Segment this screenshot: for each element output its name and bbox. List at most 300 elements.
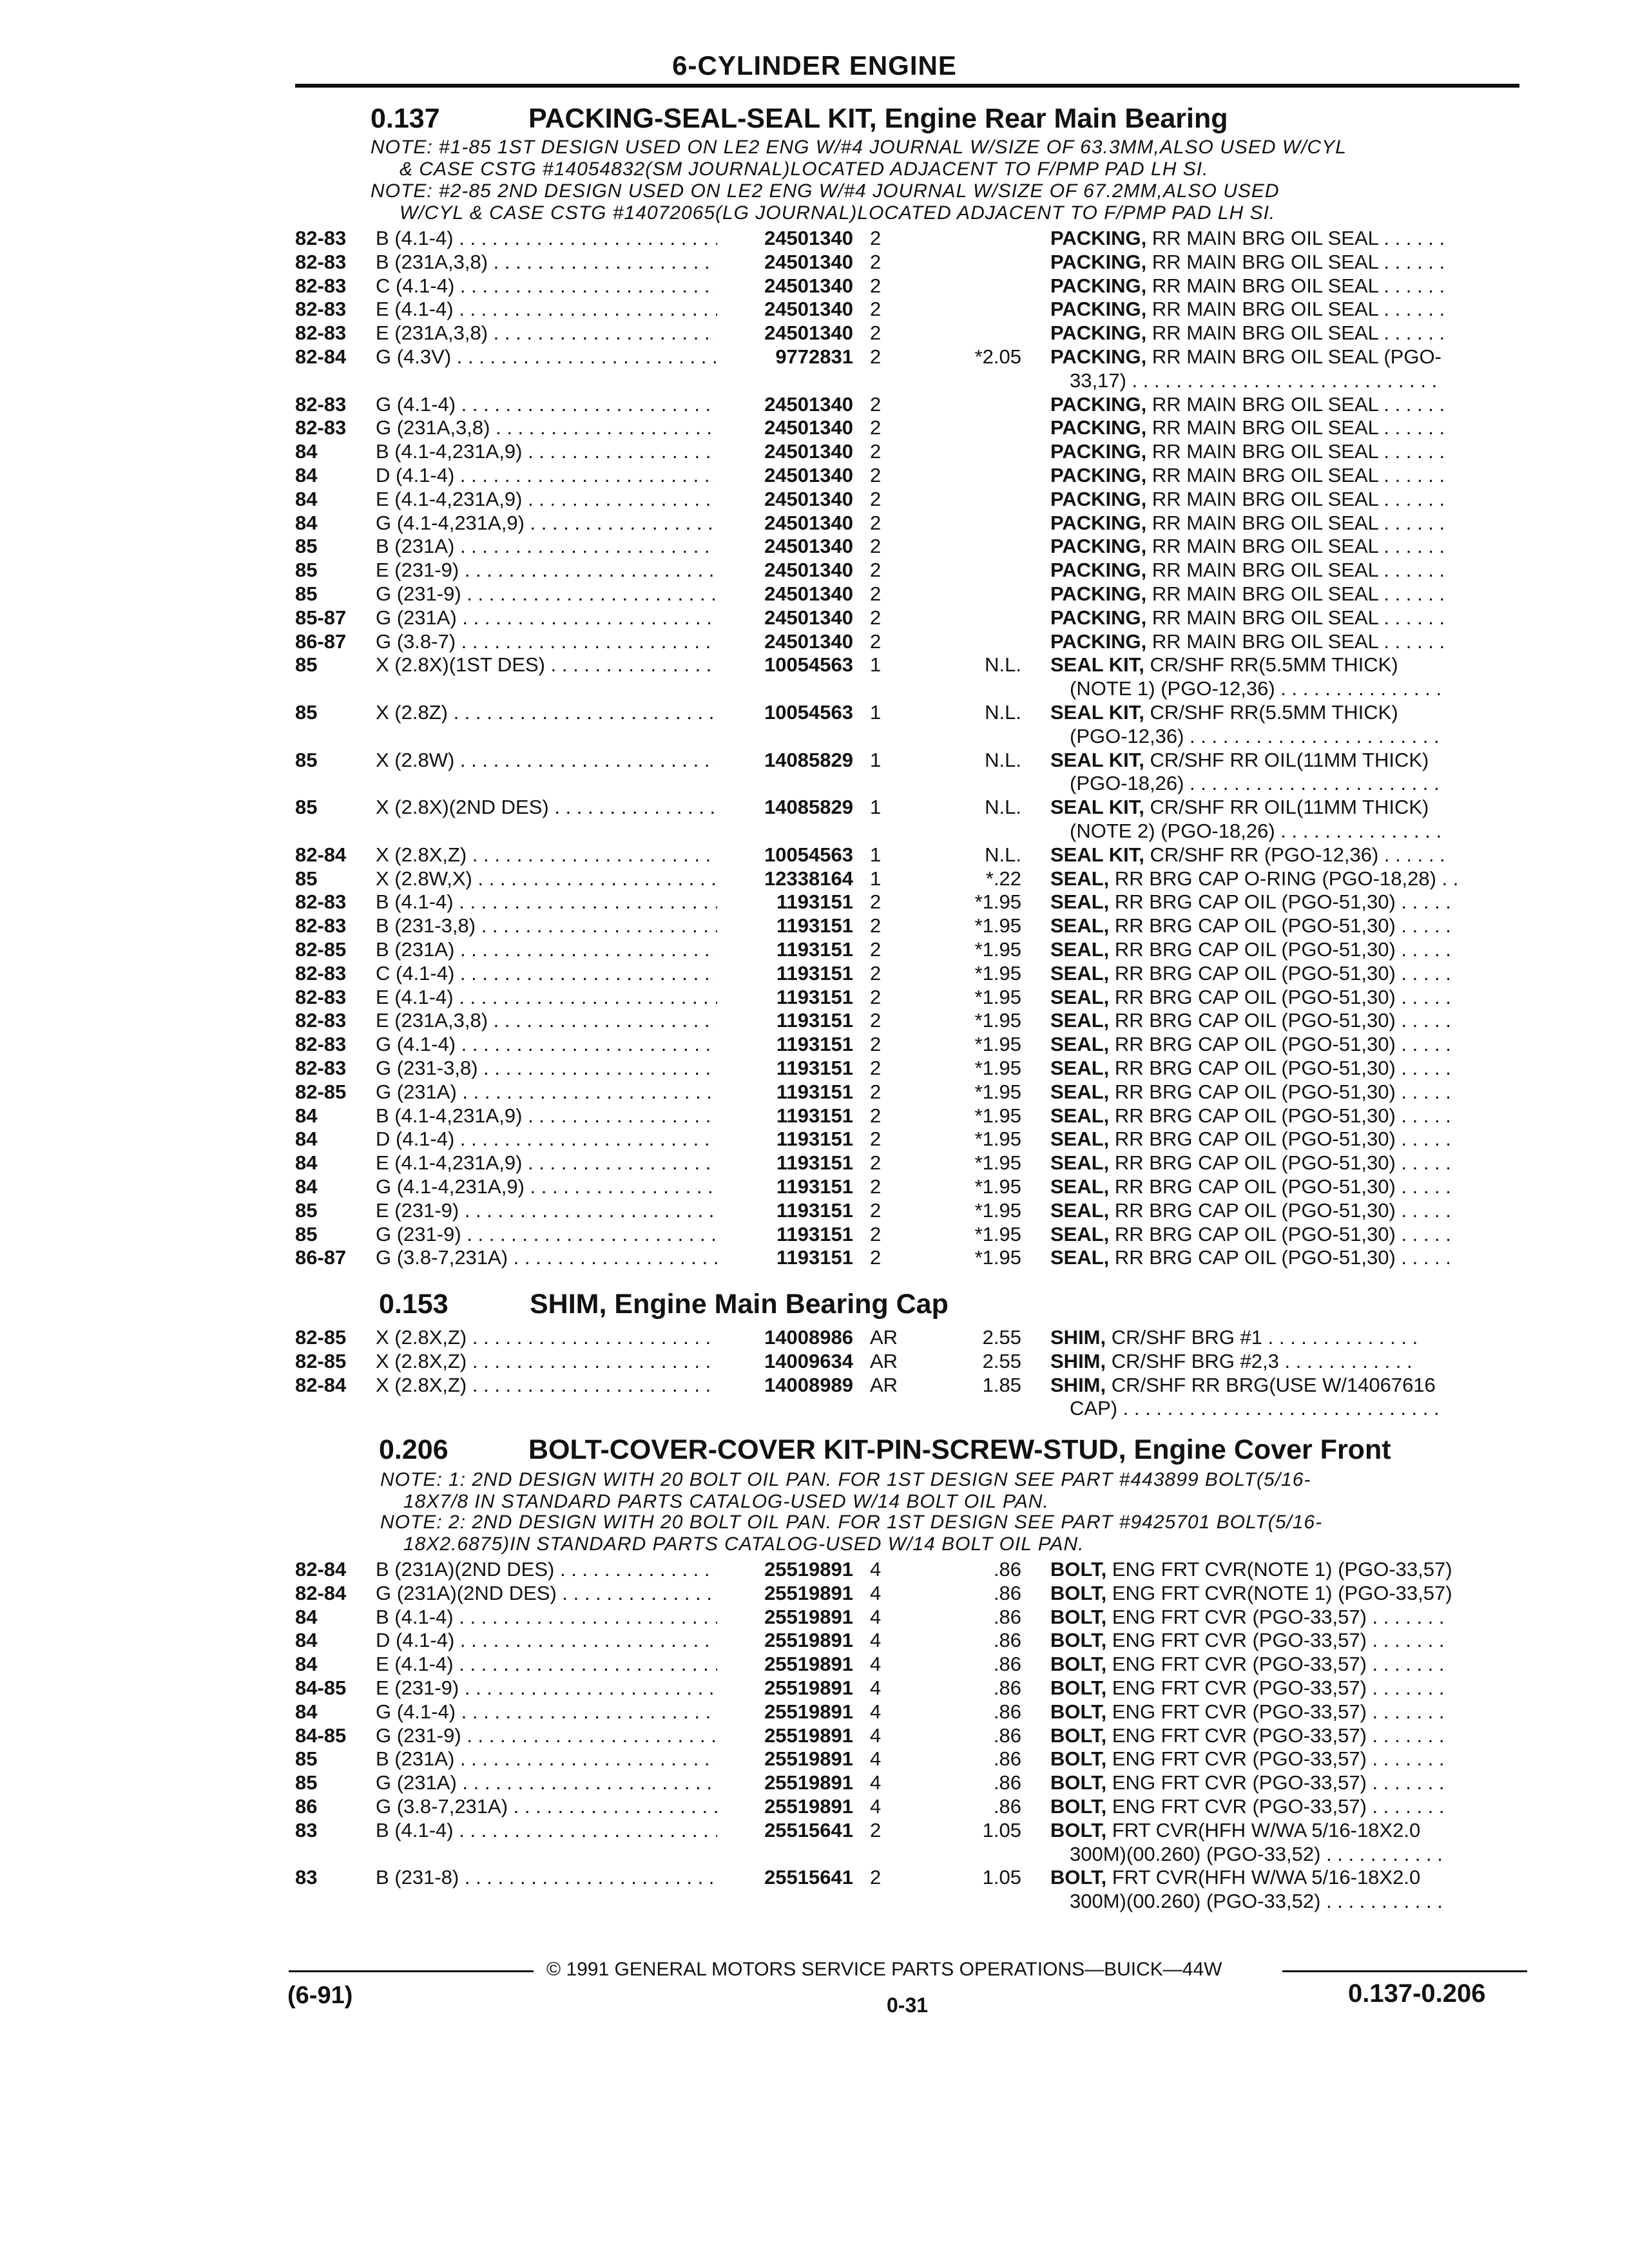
quantity: AR xyxy=(870,1373,898,1396)
part-number: 24501340 xyxy=(764,227,853,249)
part-desc-text: RR MAIN BRG OIL SEAL . . . . . . xyxy=(1152,487,1445,510)
part-desc-text: ENG FRT CVR (PGO-33,57) . . . . . . . xyxy=(1112,1605,1445,1628)
quantity: 2 xyxy=(870,392,882,416)
model-code: B (4.1-4) . . . xyxy=(376,890,717,914)
price: N.L. xyxy=(985,748,1021,771)
price: *1.95 xyxy=(974,914,1021,937)
part-description-continued: CAP) . . . . . . . . . . . . . . . . . . . . . . . . . . . . . xyxy=(1070,1397,1440,1420)
model-year: 84 xyxy=(295,487,318,510)
part-desc-text: RR BRG CAP OIL (PGO-51,30) . . . . . xyxy=(1114,1057,1451,1079)
model-year: 82-84 xyxy=(295,1581,347,1604)
model-year: 86-87 xyxy=(295,629,347,653)
part-name: BOLT, xyxy=(1050,1677,1107,1699)
part-desc-text: ENG FRT CVR (PGO-33,57) . . . . . . . xyxy=(1112,1677,1445,1699)
part-description xyxy=(1050,749,1514,772)
part-desc-text: RR MAIN BRG OIL SEAL . . . . . . xyxy=(1152,606,1445,629)
model-code: E (4.1-4,231A,9) . . . xyxy=(376,1151,717,1175)
model-year: 82-83 xyxy=(295,250,347,273)
quantity: 1 xyxy=(870,701,882,724)
part-description xyxy=(1050,1246,1514,1269)
quantity: 2 xyxy=(870,250,882,273)
model-code: B (231-3,8) . . . xyxy=(376,914,717,937)
part-number: 25519891 xyxy=(764,1558,853,1581)
part-number: 1193151 xyxy=(776,938,853,961)
part-name: SEAL, xyxy=(1050,961,1110,985)
model-year: 85 xyxy=(295,1222,318,1245)
part-desc-text: RR BRG CAP OIL (PGO-51,30) . . . . . xyxy=(1114,914,1451,937)
section-note: 18X2.6875)IN STANDARD PARTS CATALOG-USED W/14 BOLT OIL PAN. xyxy=(403,1533,1084,1555)
part-name: SHIM, xyxy=(1050,1326,1106,1349)
part-desc-text: ENG FRT CVR (PGO-33,57) . . . . . . . xyxy=(1112,1700,1445,1723)
part-name: PACKING, xyxy=(1050,464,1147,486)
quantity: AR xyxy=(870,1349,898,1372)
part-desc-text: RR MAIN BRG OIL SEAL (PGO- xyxy=(1152,345,1441,368)
model-year: 84-85 xyxy=(295,1677,347,1699)
part-number: 25519891 xyxy=(764,1629,853,1652)
quantity: 2 xyxy=(870,1866,882,1889)
part-number: 14008986 xyxy=(764,1326,853,1349)
part-number: 1193151 xyxy=(776,890,853,914)
model-year: 86 xyxy=(295,1795,318,1818)
price: *.22 xyxy=(985,867,1021,890)
part-desc-text: CR/SHF BRG #2,3 . . . . . . . . . . . . xyxy=(1111,1349,1412,1372)
part-description xyxy=(1050,938,1514,961)
part-name: SEAL, xyxy=(1050,1246,1110,1269)
quantity: 2 xyxy=(870,606,882,629)
part-name: BOLT, xyxy=(1050,1866,1107,1889)
part-number: 25515641 xyxy=(764,1818,853,1841)
model-year: 82-85 xyxy=(295,1349,347,1372)
quantity: 2 xyxy=(870,1080,882,1103)
part-description-continued: (NOTE 2) (PGO-18,26) . . . . . . . . . . . . . . . xyxy=(1070,820,1442,842)
model-year: 82-83 xyxy=(295,227,347,249)
part-description xyxy=(1050,1009,1514,1032)
part-name: BOLT, xyxy=(1050,1795,1107,1818)
quantity: 4 xyxy=(870,1747,882,1771)
part-name: SEAL, xyxy=(1050,1198,1110,1222)
part-name: BOLT, xyxy=(1050,1818,1107,1841)
price: *1.95 xyxy=(974,1175,1021,1198)
part-desc-text: RR MAIN BRG OIL SEAL . . . . . . xyxy=(1152,535,1445,558)
model-code: G (4.1-4) . . . xyxy=(376,393,717,416)
part-name: PACKING, xyxy=(1050,559,1147,582)
part-description xyxy=(1050,1866,1514,1889)
part-description xyxy=(1050,1199,1514,1222)
model-code: G (3.8-7) . . . xyxy=(376,630,717,653)
part-description xyxy=(1050,1223,1514,1246)
part-description xyxy=(1050,1175,1514,1198)
part-description xyxy=(1050,962,1514,985)
quantity: 2 xyxy=(870,274,882,297)
quantity: 2 xyxy=(870,1222,882,1245)
quantity: 4 xyxy=(870,1581,882,1604)
part-desc-text: RR BRG CAP OIL (PGO-51,30) . . . . . xyxy=(1114,1151,1451,1175)
model-year: 84 xyxy=(295,440,318,463)
footer-date: (6-91) xyxy=(287,1982,353,2009)
part-name: PACKING, xyxy=(1050,487,1147,510)
part-name: PACKING, xyxy=(1050,227,1147,249)
part-description xyxy=(1050,890,1514,914)
quantity: 1 xyxy=(870,867,882,890)
model-year: 84-85 xyxy=(295,1724,347,1747)
quantity: 4 xyxy=(870,1700,882,1723)
model-year: 82-83 xyxy=(295,298,347,321)
part-desc-text: CR/SHF RR(5.5MM THICK) xyxy=(1150,653,1398,677)
part-number: 10054563 xyxy=(764,843,853,866)
model-code: E (231A,3,8) . . . xyxy=(376,1009,717,1032)
part-desc-text: FRT CVR(HFH W/WA 5/16-18X2.0 xyxy=(1112,1818,1421,1841)
price: *1.95 xyxy=(974,1057,1021,1079)
part-number: 14008989 xyxy=(764,1373,853,1396)
model-year: 85 xyxy=(295,1198,318,1222)
section-title-rest: Engine Cover Front xyxy=(1126,1434,1391,1465)
price: .86 xyxy=(993,1629,1021,1652)
model-code: G (4.1-4) . . . xyxy=(376,1033,717,1056)
quantity: 2 xyxy=(870,322,882,345)
model-code: G (231-9) . . . xyxy=(376,1724,717,1747)
quantity: 4 xyxy=(870,1724,882,1747)
model-code: B (231-8) . . . xyxy=(376,1866,717,1889)
part-number: 1193151 xyxy=(776,1222,853,1245)
section-title-rest: Engine Main Bearing Cap xyxy=(606,1289,949,1320)
quantity: 4 xyxy=(870,1677,882,1699)
part-number: 1193151 xyxy=(776,1151,853,1175)
footer-copyright: © 1991 GENERAL MOTORS SERVICE PARTS OPERATIONS—BUICK—44W xyxy=(546,1959,1222,1980)
part-name: SEAL, xyxy=(1050,867,1110,890)
part-desc-text: RR BRG CAP OIL (PGO-51,30) . . . . . xyxy=(1114,1033,1451,1056)
price: .86 xyxy=(993,1605,1021,1628)
footer-section-range: 0.137-0.206 xyxy=(1348,1979,1486,2008)
part-desc-text: RR BRG CAP OIL (PGO-51,30) . . . . . xyxy=(1114,1104,1451,1127)
model-year: 85 xyxy=(295,535,318,558)
section-note: NOTE: #1-85 1ST DESIGN USED ON LE2 ENG W/#4 JOURNAL W/SIZE OF 63.3MM,ALSO USED W/CYL xyxy=(371,137,1347,158)
part-number: 1193151 xyxy=(776,985,853,1008)
part-description xyxy=(1050,416,1514,439)
part-number: 25519891 xyxy=(764,1724,853,1747)
model-code: X (2.8X,Z) . . . xyxy=(376,1326,717,1349)
quantity: 2 xyxy=(870,582,882,605)
price: .86 xyxy=(993,1653,1021,1676)
quantity: 4 xyxy=(870,1653,882,1676)
model-year: 83 xyxy=(295,1818,318,1841)
part-name: PACKING, xyxy=(1050,274,1147,297)
model-code: E (4.1-4) . . . xyxy=(376,986,717,1009)
quantity: 1 xyxy=(870,843,882,866)
model-code: B (4.1-4) . . . xyxy=(376,227,717,250)
part-description xyxy=(1050,1606,1514,1629)
part-name: SHIM, xyxy=(1050,1373,1106,1396)
part-description xyxy=(1050,1151,1514,1175)
part-name: SEAL, xyxy=(1050,1080,1110,1103)
part-number: 25519891 xyxy=(764,1700,853,1723)
quantity: 2 xyxy=(870,298,882,321)
part-name: SEAL, xyxy=(1050,1175,1110,1198)
model-code: B (4.1-4,231A,9) . . . xyxy=(376,440,717,463)
section-number: 0.206 xyxy=(379,1434,448,1465)
model-code: B (4.1-4,231A,9) . . . xyxy=(376,1104,717,1128)
part-description xyxy=(1050,345,1514,369)
price: *1.95 xyxy=(974,938,1021,961)
part-desc-text: RR BRG CAP OIL (PGO-51,30) . . . . . xyxy=(1114,1222,1451,1245)
part-number: 24501340 xyxy=(764,582,853,605)
part-desc-text: ENG FRT CVR(NOTE 1) (PGO-33,57) xyxy=(1112,1558,1452,1581)
part-description xyxy=(1050,464,1514,487)
part-description-continued: (PGO-12,36) . . . . . . . . . . . . . . . . . . . . . . . xyxy=(1070,724,1440,747)
model-code: E (4.1-4) . . . xyxy=(376,1653,717,1676)
part-desc-text: CR/SHF RR(5.5MM THICK) xyxy=(1150,701,1398,724)
quantity: 2 xyxy=(870,440,882,463)
part-description xyxy=(1050,535,1514,558)
part-number: 24501340 xyxy=(764,535,853,558)
price: *2.05 xyxy=(974,345,1021,368)
section-note: NOTE: 1: 2ND DESIGN WITH 20 BOLT OIL PAN. FOR 1ST DESIGN SEE PART #443899 BOLT(5/16- xyxy=(380,1469,1311,1490)
part-desc-text: RR MAIN BRG OIL SEAL . . . . . . xyxy=(1152,416,1445,439)
part-number: 25519891 xyxy=(764,1677,853,1699)
quantity: 2 xyxy=(870,1175,882,1198)
section-note: NOTE: 2: 2ND DESIGN WITH 20 BOLT OIL PAN. FOR 1ST DESIGN SEE PART #9425701 BOLT(5/16- xyxy=(380,1512,1323,1533)
model-code: E (4.1-4,231A,9) . . . xyxy=(376,488,717,511)
part-name: PACKING, xyxy=(1050,392,1147,416)
part-name: BOLT, xyxy=(1050,1700,1107,1723)
model-code: B (4.1-4) . . . xyxy=(376,1606,717,1629)
quantity: 4 xyxy=(870,1795,882,1818)
section-number: 0.153 xyxy=(379,1289,448,1320)
part-desc-text: RR MAIN BRG OIL SEAL . . . . . . xyxy=(1152,227,1445,249)
quantity: 2 xyxy=(870,1104,882,1127)
part-number: 25519891 xyxy=(764,1605,853,1628)
part-desc-text: RR BRG CAP OIL (PGO-51,30) . . . . . xyxy=(1114,1246,1451,1269)
part-number: 1193151 xyxy=(776,914,853,937)
price: .86 xyxy=(993,1724,1021,1747)
model-code: X (2.8X)(2ND DES) . . . xyxy=(376,796,717,819)
part-desc-text: ENG FRT CVR(NOTE 1) (PGO-33,57) xyxy=(1112,1581,1452,1604)
part-number: 24501340 xyxy=(764,440,853,463)
part-name: SEAL, xyxy=(1050,890,1110,914)
quantity: 2 xyxy=(870,227,882,249)
model-year: 82-84 xyxy=(295,1558,347,1581)
model-code: G (4.1-4) . . . xyxy=(376,1700,717,1724)
part-name: SEAL, xyxy=(1050,1057,1110,1079)
model-code: B (231A)(2ND DES) . . . xyxy=(376,1558,717,1581)
part-number: 14085829 xyxy=(764,748,853,771)
quantity: 2 xyxy=(870,938,882,961)
part-desc-text: CR/SHF RR (PGO-12,36) . . . . . . xyxy=(1150,843,1445,866)
model-year: 84 xyxy=(295,511,318,534)
model-code: X (2.8Z) . . . xyxy=(376,701,717,724)
model-code: G (3.8-7,231A) . . . xyxy=(376,1795,717,1818)
quantity: 4 xyxy=(870,1771,882,1794)
part-desc-text: RR MAIN BRG OIL SEAL . . . . . . xyxy=(1152,440,1445,463)
part-desc-text: FRT CVR(HFH W/WA 5/16-18X2.0 xyxy=(1112,1866,1421,1889)
quantity: 2 xyxy=(870,511,882,534)
part-name: SEAL, xyxy=(1050,938,1110,961)
part-name: BOLT, xyxy=(1050,1558,1107,1581)
part-description xyxy=(1050,1653,1514,1676)
quantity: 2 xyxy=(870,416,882,439)
footer-page-number: 0-31 xyxy=(887,1994,929,2017)
part-desc-text: CR/SHF BRG #1 . . . . . . . . . . . . . . xyxy=(1111,1326,1418,1349)
part-description xyxy=(1050,1057,1514,1080)
price: N.L. xyxy=(985,701,1021,724)
part-description xyxy=(1050,796,1514,819)
model-year: 84 xyxy=(295,1128,318,1151)
model-code: G (231-9) . . . xyxy=(376,582,717,606)
part-description xyxy=(1050,606,1514,629)
part-name: PACKING, xyxy=(1050,322,1147,345)
quantity: 2 xyxy=(870,1057,882,1079)
part-number: 25519891 xyxy=(764,1795,853,1818)
price: *1.95 xyxy=(974,1080,1021,1103)
price: .86 xyxy=(993,1677,1021,1699)
part-number: 24501340 xyxy=(764,629,853,653)
part-desc-text: RR MAIN BRG OIL SEAL . . . . . . xyxy=(1152,464,1445,486)
part-description xyxy=(1050,1771,1514,1794)
part-name: SEAL, xyxy=(1050,985,1110,1008)
quantity: 2 xyxy=(870,1009,882,1032)
price: 2.55 xyxy=(982,1349,1021,1372)
quantity: 4 xyxy=(870,1605,882,1628)
model-year: 85 xyxy=(295,559,318,582)
model-code: G (3.8-7,231A) . . . xyxy=(376,1246,717,1269)
part-description xyxy=(1050,1747,1514,1771)
part-description-continued: 300M)(00.260) (PGO-33,52) . . . . . . . . . . . xyxy=(1070,1890,1443,1913)
part-description xyxy=(1050,440,1514,463)
model-year: 82-83 xyxy=(295,392,347,416)
model-code: G (4.3V) . . . xyxy=(376,345,717,369)
model-code: X (2.8X,Z) . . . xyxy=(376,1350,717,1373)
part-desc-text: ENG FRT CVR (PGO-33,57) . . . . . . . xyxy=(1112,1771,1445,1794)
part-description xyxy=(1050,251,1514,274)
part-description xyxy=(1050,1724,1514,1747)
model-code: G (4.1-4,231A,9) . . . xyxy=(376,512,717,535)
part-description xyxy=(1050,488,1514,511)
part-desc-text: CR/SHF RR OIL(11MM THICK) xyxy=(1150,796,1429,819)
model-code: E (231-9) . . . xyxy=(376,1199,717,1222)
part-description xyxy=(1050,393,1514,416)
part-number: 24501340 xyxy=(764,392,853,416)
section-title-bold: BOLT-COVER-COVER KIT-PIN-SCREW-STUD, xyxy=(528,1434,1126,1465)
section-note: W/CYL & CASE CSTG #14072065(LG JOURNAL)LOCATED ADJACENT TO F/PMP PAD LH SI. xyxy=(400,202,1276,224)
model-year: 82-84 xyxy=(295,345,347,368)
model-code: E (4.1-4) . . . xyxy=(376,298,717,321)
quantity: 4 xyxy=(870,1558,882,1581)
price: *1.95 xyxy=(974,961,1021,985)
part-description xyxy=(1050,322,1514,345)
quantity: 2 xyxy=(870,1198,882,1222)
price: .86 xyxy=(993,1700,1021,1723)
part-number: 24501340 xyxy=(764,416,853,439)
part-description xyxy=(1050,701,1514,724)
quantity: AR xyxy=(870,1326,898,1349)
price: *1.95 xyxy=(974,1246,1021,1269)
part-desc-text: RR MAIN BRG OIL SEAL . . . . . . xyxy=(1152,298,1445,321)
part-number: 1193151 xyxy=(776,1175,853,1198)
part-desc-text: RR MAIN BRG OIL SEAL . . . . . . xyxy=(1152,322,1445,345)
part-desc-text: CR/SHF RR BRG(USE W/14067616 xyxy=(1111,1373,1436,1396)
part-desc-text: RR BRG CAP OIL (PGO-51,30) . . . . . xyxy=(1114,985,1451,1008)
part-number: 25519891 xyxy=(764,1581,853,1604)
section-title-bold: SHIM, xyxy=(530,1289,607,1320)
price: *1.95 xyxy=(974,1128,1021,1151)
quantity: 2 xyxy=(870,535,882,558)
model-code: B (231A) . . . xyxy=(376,1747,717,1771)
part-name: SEAL KIT, xyxy=(1050,843,1144,866)
section-title xyxy=(528,103,1228,135)
quantity: 1 xyxy=(870,796,882,819)
model-code: B (4.1-4) . . . xyxy=(376,1819,717,1842)
quantity: 2 xyxy=(870,1246,882,1269)
part-name: BOLT, xyxy=(1050,1724,1107,1747)
price: .86 xyxy=(993,1771,1021,1794)
model-code: B (231A) . . . xyxy=(376,938,717,961)
part-desc-text: ENG FRT CVR (PGO-33,57) . . . . . . . xyxy=(1112,1653,1445,1676)
part-number: 24501340 xyxy=(764,464,853,486)
part-description xyxy=(1050,867,1514,890)
part-description xyxy=(1050,653,1514,677)
part-description-continued: 33,17) . . . . . . . . . . . . . . . . . . . . . . . . . . . . xyxy=(1070,369,1438,392)
part-description xyxy=(1050,227,1514,250)
quantity: 2 xyxy=(870,629,882,653)
part-name: BOLT, xyxy=(1050,1653,1107,1676)
price: *1.95 xyxy=(974,1104,1021,1127)
quantity: 2 xyxy=(870,345,882,368)
part-description xyxy=(1050,1033,1514,1056)
part-description xyxy=(1050,1128,1514,1151)
part-desc-text: RR BRG CAP OIL (PGO-51,30) . . . . . xyxy=(1114,1128,1451,1151)
price: *1.95 xyxy=(974,1222,1021,1245)
part-number: 25519891 xyxy=(764,1653,853,1676)
model-code: G (231A) . . . xyxy=(376,606,717,629)
model-year: 82-83 xyxy=(295,890,347,914)
model-code: G (231A,3,8) . . . xyxy=(376,416,717,439)
part-description xyxy=(1050,1350,1514,1373)
part-number: 24501340 xyxy=(764,250,853,273)
price: .86 xyxy=(993,1795,1021,1818)
section-note: 18X7/8 IN STANDARD PARTS CATALOG-USED W/14 BOLT OIL PAN. xyxy=(403,1491,1049,1512)
model-year: 85-87 xyxy=(295,606,347,629)
part-number: 1193151 xyxy=(776,1033,853,1056)
model-year: 82-83 xyxy=(295,985,347,1008)
model-code: X (2.8W,X) . . . xyxy=(376,867,717,890)
model-year: 82-83 xyxy=(295,274,347,297)
part-name: PACKING, xyxy=(1050,298,1147,321)
footer-rule-left xyxy=(289,1970,534,1972)
quantity: 1 xyxy=(870,653,882,677)
part-number: 25515641 xyxy=(764,1866,853,1889)
model-code: G (231-9) . . . xyxy=(376,1223,717,1246)
section-note: NOTE: #2-85 2ND DESIGN USED ON LE2 ENG W/#4 JOURNAL W/SIZE OF 67.2MM,ALSO USED xyxy=(371,180,1280,202)
price: *1.95 xyxy=(974,1009,1021,1032)
part-number: 24501340 xyxy=(764,606,853,629)
quantity: 2 xyxy=(870,1818,882,1841)
part-number: 14085829 xyxy=(764,796,853,819)
model-year: 85 xyxy=(295,1747,318,1771)
part-number: 25519891 xyxy=(764,1771,853,1794)
part-description xyxy=(1050,582,1514,606)
section-note: & CASE CSTG #14054832(SM JOURNAL)LOCATED ADJACENT TO F/PMP PAD LH SI. xyxy=(400,159,1209,180)
part-description xyxy=(1050,1582,1514,1605)
part-desc-text: RR BRG CAP O-RING (PGO-18,28) . . xyxy=(1114,867,1459,890)
part-desc-text: RR BRG CAP OIL (PGO-51,30) . . . . . xyxy=(1114,1009,1451,1032)
model-code: G (231-3,8) . . . xyxy=(376,1057,717,1080)
model-code: D (4.1-4) . . . xyxy=(376,464,717,487)
price: *1.95 xyxy=(974,1198,1021,1222)
section-title-bold: PACKING-SEAL-SEAL KIT, xyxy=(528,103,877,134)
price: .86 xyxy=(993,1558,1021,1581)
model-year: 82-84 xyxy=(295,1373,347,1396)
model-year: 82-83 xyxy=(295,961,347,985)
price: *1.95 xyxy=(974,1033,1021,1056)
